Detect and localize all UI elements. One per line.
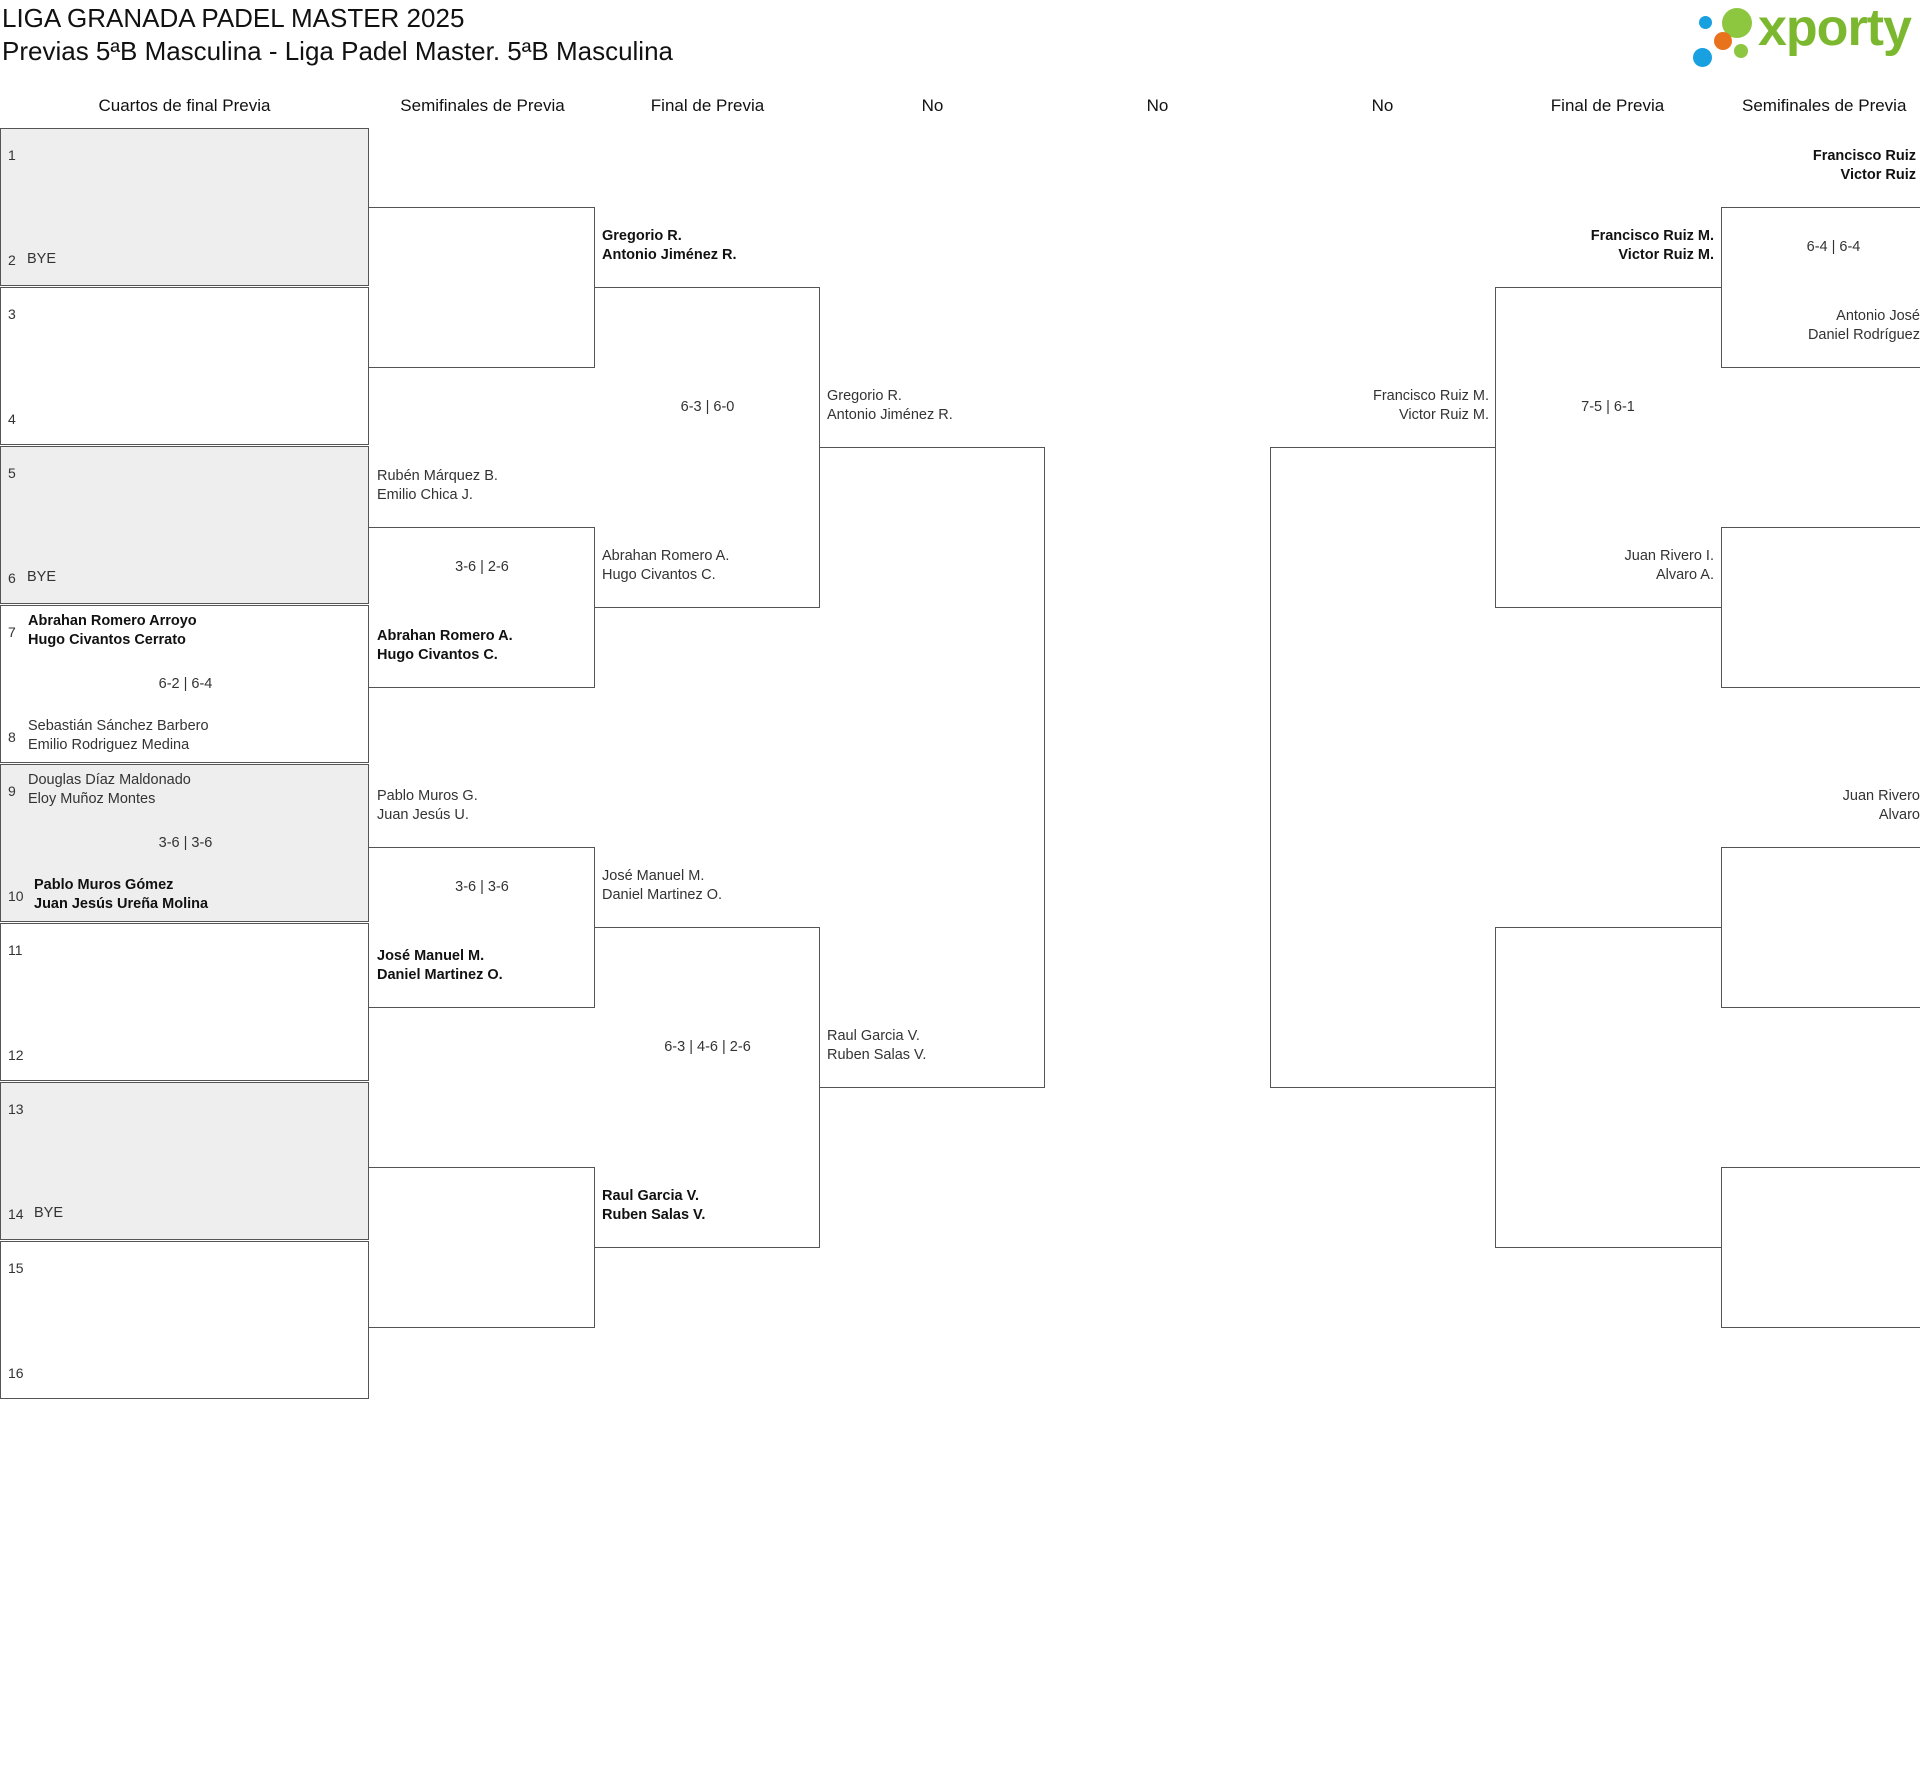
player-name: Emilio Chica J. [377, 487, 473, 503]
player-name: Antonio José [1836, 308, 1920, 324]
team-name [602, 547, 729, 585]
seed-number: 7 [8, 624, 16, 640]
seed-number: 2 [8, 252, 16, 268]
team-name [34, 876, 208, 914]
logo-text: xporty [1758, 0, 1911, 57]
team-name [377, 627, 513, 665]
seed-number: 8 [8, 729, 16, 745]
player-name: Juan Rivero [1842, 788, 1920, 804]
bracket-connector [1721, 847, 1920, 1008]
match-score: 6-2 | 6-4 [158, 676, 213, 692]
team-name [28, 771, 191, 809]
team-name [377, 467, 498, 505]
player-name: Hugo Civantos Cerrato [28, 632, 186, 648]
player-name: José Manuel M. [602, 868, 705, 884]
seed-number: 13 [8, 1101, 24, 1117]
column-header-semifinals-left: Semifinales de Previa [400, 96, 565, 115]
bracket-connector [369, 1167, 595, 1328]
team-name [28, 612, 197, 650]
seed-number: 9 [8, 783, 16, 799]
player-name: Emilio Rodriguez Medina [28, 737, 190, 753]
column-header-final-right: Final de Previa [1550, 96, 1665, 115]
bracket-connector [1721, 527, 1920, 688]
column-header-semifinals-right: Semifinales de Previa [1742, 96, 1907, 115]
qf-match-1 [0, 128, 369, 286]
bye-label: BYE [34, 1205, 64, 1221]
match-score: 3-6 | 2-6 [455, 559, 509, 575]
seed-number: 4 [8, 411, 16, 427]
page-subtitle: Previas 5ªB Masculina - Liga Padel Master. 5ªB Masculina [2, 36, 673, 66]
match-score: 7-5 | 6-1 [1581, 399, 1635, 415]
player-name: Gregorio R. [827, 388, 902, 404]
qf-match-5 [0, 764, 369, 922]
player-name: José Manuel M. [377, 948, 485, 964]
team-name [602, 1187, 705, 1225]
player-name: Pablo Muros G. [377, 788, 478, 804]
player-name: Raul Garcia V. [827, 1028, 920, 1044]
player-name: Francisco Ruiz [1812, 148, 1916, 164]
xporty-logo [1690, 0, 1920, 70]
bracket-connector [369, 207, 595, 368]
player-name: Daniel Martinez O. [602, 887, 723, 903]
team-name [28, 717, 209, 755]
player-name: Francisco Ruiz M. [1372, 388, 1489, 404]
team-name [1625, 547, 1714, 585]
seed-number: 16 [8, 1365, 24, 1381]
bracket-connector [1495, 927, 1721, 1248]
match-score: 6-3 | 4-6 | 2-6 [664, 1039, 751, 1055]
column-header-no-2: No [1146, 96, 1169, 115]
qf-match-3 [0, 446, 369, 604]
bye-label: BYE [27, 251, 57, 267]
qf-match-4 [0, 605, 369, 763]
player-name: Alvaro [1878, 807, 1920, 823]
seed-number: 5 [8, 465, 16, 481]
player-name: Juan Jesús U. [377, 807, 469, 823]
player-name: Ruben Salas V. [827, 1047, 927, 1063]
player-name: Sebastián Sánchez Barbero [28, 718, 209, 734]
player-name: Raul Garcia V. [602, 1188, 699, 1204]
player-name: Gregorio R. [602, 228, 682, 244]
player-name: Victor Ruiz M. [1618, 247, 1714, 263]
player-name: Rubén Márquez B. [377, 468, 498, 484]
player-name: Hugo Civantos C. [377, 647, 498, 663]
seed-number: 11 [8, 942, 23, 958]
bracket-connector [1270, 447, 1495, 1088]
player-name: Eloy Muñoz Montes [28, 791, 156, 807]
player-name: Juan Rivero I. [1624, 548, 1714, 564]
team-name [827, 387, 953, 425]
team-name [1808, 307, 1920, 345]
seed-number: 15 [8, 1260, 24, 1276]
team-name [602, 227, 737, 265]
match-score: 3-6 | 3-6 [158, 835, 213, 851]
player-name: Alvaro A. [1655, 567, 1714, 583]
player-name: Daniel Martinez O. [377, 967, 503, 983]
player-name: Abrahan Romero Arroyo [28, 613, 197, 629]
bye-label: BYE [27, 569, 57, 585]
team-name [602, 867, 722, 905]
column-header-quarterfinals: Cuartos de final Previa [98, 96, 271, 115]
match-score: 3-6 | 3-6 [455, 879, 509, 895]
seed-number: 3 [8, 306, 16, 322]
team-name [377, 787, 478, 825]
team-name [1843, 787, 1920, 825]
player-name: Antonio Jiménez R. [602, 247, 737, 263]
column-header-final-left: Final de Previa [650, 96, 765, 115]
bracket-connector [1721, 1167, 1920, 1328]
seed-number: 12 [8, 1047, 24, 1063]
seed-number: 1 [8, 147, 16, 163]
page-title: LIGA GRANADA PADEL MASTER 2025 [2, 3, 465, 33]
qf-match-6 [0, 923, 369, 1081]
qf-match-7 [0, 1082, 369, 1240]
player-name: Abrahan Romero A. [377, 628, 513, 644]
player-name: Douglas Díaz Maldonado [28, 772, 191, 788]
player-name: Victor Ruiz [1840, 167, 1916, 183]
player-name: Victor Ruiz M. [1399, 407, 1489, 423]
team-name [1813, 147, 1916, 185]
column-header-no-1: No [921, 96, 944, 115]
seed-number: 6 [8, 570, 16, 586]
seed-number: 10 [8, 888, 24, 904]
team-name [377, 947, 503, 985]
column-header-no-3: No [1371, 96, 1394, 115]
team-name [1591, 227, 1714, 265]
qf-match-2 [0, 287, 369, 445]
team-name [827, 1027, 926, 1065]
match-score: 6-3 | 6-0 [680, 399, 735, 415]
player-name: Pablo Muros Gómez [34, 877, 174, 893]
player-name: Daniel Rodríguez [1807, 327, 1920, 343]
match-score: 6-4 | 6-4 [1806, 239, 1861, 255]
player-name: Juan Jesús Ureña Molina [34, 896, 209, 912]
player-name: Francisco Ruiz M. [1590, 228, 1714, 244]
qf-match-8 [0, 1241, 369, 1399]
player-name: Hugo Civantos C. [602, 567, 716, 583]
player-name: Antonio Jiménez R. [827, 407, 953, 423]
player-name: Abrahan Romero A. [602, 548, 730, 564]
team-name [1373, 387, 1489, 425]
bracket-connector [820, 447, 1045, 1088]
seed-number: 14 [8, 1206, 24, 1222]
player-name: Ruben Salas V. [602, 1207, 706, 1223]
